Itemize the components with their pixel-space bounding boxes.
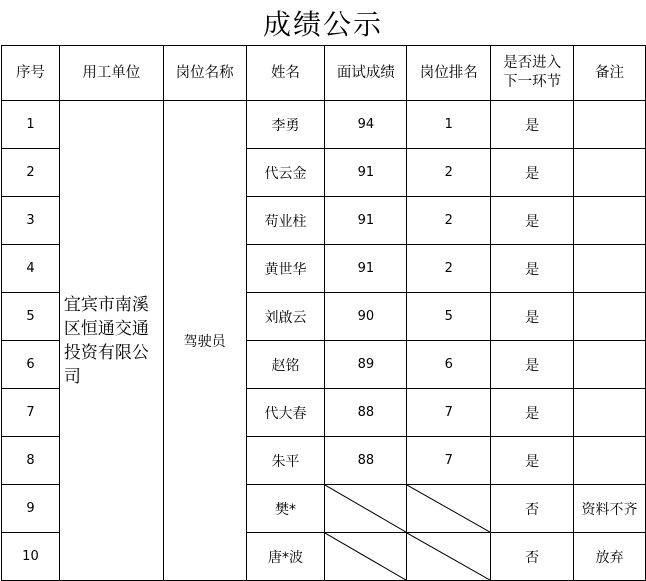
- page-title: 成绩公示: [262, 8, 383, 41]
- cell-rank: 1: [407, 101, 491, 149]
- header-cell-rank: 岗位排名: [407, 46, 491, 101]
- cell-no: 9: [2, 485, 60, 533]
- cell-score-empty: [325, 485, 407, 533]
- cell-advance: 是: [491, 149, 574, 197]
- cell-rank: 2: [407, 149, 491, 197]
- cell-rank-empty: [407, 485, 491, 533]
- cell-name: 代云金: [246, 149, 325, 197]
- cell-advance: 是: [491, 293, 574, 341]
- cell-note: 资料不齐: [574, 485, 646, 533]
- cell-note: [574, 293, 646, 341]
- cell-rank: 2: [407, 245, 491, 293]
- cell-name: 苟业柱: [246, 197, 325, 245]
- cell-advance: 是: [491, 389, 574, 437]
- cell-note: [574, 437, 646, 485]
- cell-name: 李勇: [246, 101, 325, 149]
- header-cell-name: 姓名: [246, 46, 325, 101]
- cell-employer: 宜宾市南溪区恒通交通投资有限公司: [59, 101, 163, 581]
- cell-score: 90: [325, 293, 407, 341]
- cell-score: 89: [325, 341, 407, 389]
- cell-advance: 是: [491, 341, 574, 389]
- cell-rank: 7: [407, 389, 491, 437]
- cell-note: [574, 101, 646, 149]
- cell-rank: 5: [407, 293, 491, 341]
- cell-note: [574, 245, 646, 293]
- diagonal-strike: [407, 533, 490, 580]
- results-table: [1, 45, 646, 581]
- cell-rank: 7: [407, 437, 491, 485]
- diagonal-strike: [407, 485, 490, 532]
- cell-score: 91: [325, 245, 407, 293]
- cell-advance: 是: [491, 245, 574, 293]
- cell-advance: 是: [491, 101, 574, 149]
- cell-name: 刘啟云: [246, 293, 325, 341]
- cell-no: 1: [2, 101, 60, 149]
- cell-no: 8: [2, 437, 60, 485]
- cell-name: 唐*波: [246, 533, 325, 581]
- cell-note: [574, 341, 646, 389]
- header-cell-position: 岗位名称: [163, 46, 246, 101]
- header-cell-score: 面试成绩: [325, 46, 407, 101]
- cell-no: 5: [2, 293, 60, 341]
- cell-note: [574, 389, 646, 437]
- cell-position: 驾驶员: [163, 101, 246, 581]
- cell-no: 2: [2, 149, 60, 197]
- cell-note: 放弃: [574, 533, 646, 581]
- cell-score: 91: [325, 197, 407, 245]
- diagonal-strike: [325, 533, 406, 580]
- cell-note: [574, 197, 646, 245]
- cell-no: 6: [2, 341, 60, 389]
- cell-advance: 否: [491, 485, 574, 533]
- cell-score: 94: [325, 101, 407, 149]
- cell-no: 10: [2, 533, 60, 581]
- cell-rank: 6: [407, 341, 491, 389]
- cell-name: 朱平: [246, 437, 325, 485]
- cell-score-empty: [325, 533, 407, 581]
- cell-note: [574, 149, 646, 197]
- cell-no: 7: [2, 389, 60, 437]
- cell-name: 赵铭: [246, 341, 325, 389]
- cell-score: 88: [325, 437, 407, 485]
- cell-name: 代大春: [246, 389, 325, 437]
- cell-score: 88: [325, 389, 407, 437]
- header-cell-note: 备注: [574, 46, 646, 101]
- diagonal-strike: [325, 485, 406, 532]
- cell-rank: 2: [407, 197, 491, 245]
- cell-name: 樊*: [246, 485, 325, 533]
- header-cell-employer: 用工单位: [59, 46, 163, 101]
- cell-advance: 是: [491, 437, 574, 485]
- header-row: [2, 46, 646, 101]
- cell-name: 黄世华: [246, 245, 325, 293]
- header-cell-no: 序号: [2, 46, 60, 101]
- cell-score: 91: [325, 149, 407, 197]
- table-row: [2, 101, 646, 149]
- header-cell-advance: 是否进入下一环节: [491, 46, 574, 101]
- cell-no: 3: [2, 197, 60, 245]
- cell-no: 4: [2, 245, 60, 293]
- cell-rank-empty: [407, 533, 491, 581]
- cell-advance: 是: [491, 197, 574, 245]
- cell-advance: 否: [491, 533, 574, 581]
